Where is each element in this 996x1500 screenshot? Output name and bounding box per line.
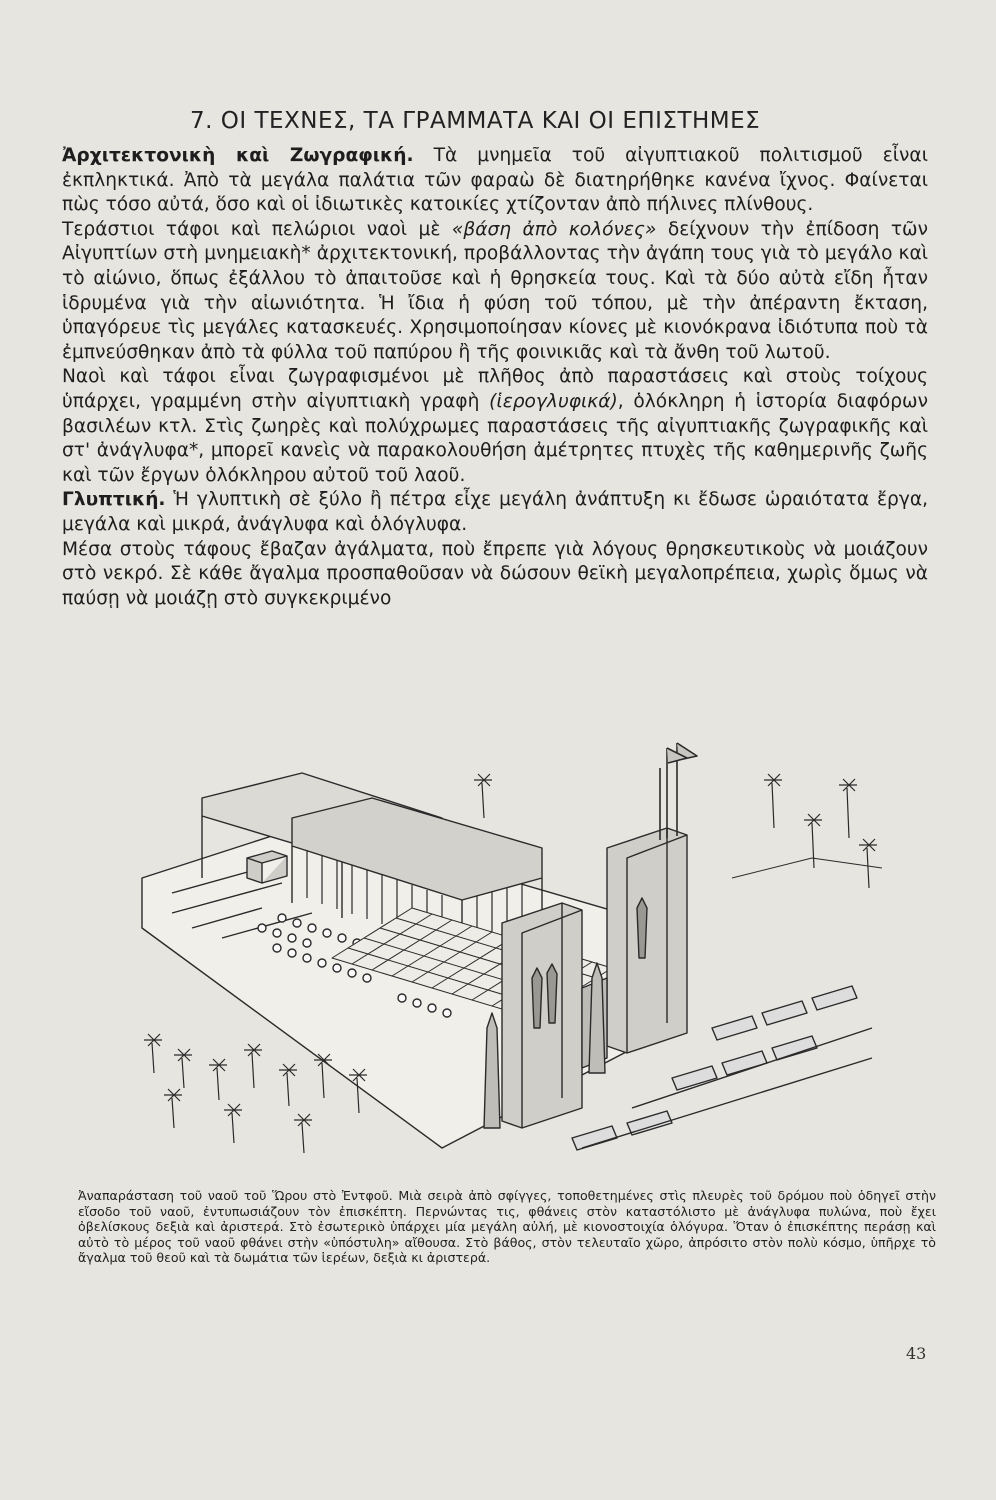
architecture-text-3-italic: (ἱερογλυφικά) [489, 390, 618, 412]
pylon-right [607, 828, 687, 1053]
sculpture-paragraph-1 [62, 488, 928, 537]
architecture-text-1: Τὰ μνημεῖα τοῦ αἰγυπτιακοῦ πολιτισμοῦ εἶναι ἐκπληκτικά. Ἀπὸ τὰ μεγάλα παλάτια τῶν φαραὼ δὲ διατηρήθηκε κανένα ἴχνος. Φαίνεται πὼς τόσο αὐτά, ὅσο καὶ οἱ ἰδιωτικὲς κατοικίες χτίζονταν ἀπὸ πήλινες πλίνθους. [62, 145, 928, 216]
chapter-heading: 7. ΟΙ ΤΕΧΝΕΣ, ΤΑ ΓΡΑΜΜΑΤΑ ΚΑΙ ΟΙ ΕΠΙΣΤΗΜΕΣ [190, 108, 761, 134]
architecture-paragraph-3 [62, 365, 928, 488]
main-text [62, 144, 928, 611]
section-title-architecture: Ἀρχιτεκτονικὴ καὶ Ζωγραφική. [62, 145, 414, 166]
pylon-left [502, 903, 582, 1128]
page-number: 43 [906, 1344, 927, 1363]
obelisk-left [484, 1013, 500, 1128]
architecture-text-2a: Τεράστιοι τάφοι καὶ πελώριοι ναοὶ μὲ [62, 218, 441, 240]
architecture-text-3a: Ναοὶ καὶ τάφοι εἶναι ζωγραφισμένοι μὲ πλῆθος ἀπὸ παραστάσεις καὶ στοὺς τοίχους ὑπάρχει, γραμμένη στὴν αἰγυπτιακὴ γραφὴ [62, 366, 928, 412]
architecture-text-2-italic: «βάση ἀπὸ κολόνες» [451, 218, 657, 240]
architecture-text-2b: δείχνουν τὴν ἐπίδοση τῶν Αἰγυπτίων στὴ μνημειακὴ* ἀρχιτεκτονική, προβάλλοντας τὴν ἀγάπη τους γιὰ τὸ μεγάλο καὶ τὸ αἰώνιο, ὅπως ἐξάλλου τὸ ἀπαιτοῦσε καὶ ἡ θρησκεία τους. Καὶ τὰ δύο αὐτὰ εἴδη ἦταν ἱδρυμένα γιὰ τὴν αἰωνιότητα. Ἡ ἴδια ἡ φύση τοῦ τόπου, μὲ τὴν ἀπέραντη ἔκταση, ὑπαγόρευε τὶς μεγάλες κατασκευές. Χρησιμοποίησαν κίονες μὲ κιονόκρανα ἰδιότυπα ποὺ τὰ ἐμπνεύσθηκαν ἀπὸ τὰ φύλλα τοῦ παπύρου ἢ τῆς φοινικιᾶς καὶ τὰ ἄνθη τοῦ λωτοῦ. [62, 218, 928, 363]
distant-hills [732, 858, 882, 878]
architecture-paragraph-1 [62, 144, 928, 218]
sculpture-text-2: Μέσα στοὺς τάφους ἔβαζαν ἀγάλματα, ποὺ ἔπρεπε γιὰ λόγους θρησκευτικοὺς νὰ μοιάζουν στὸ νεκρό. Σὲ κάθε ἄγαλμα προσπαθοῦσαν νὰ δώσουν θεϊκὴ μεγαλοπρέπεια, χωρὶς ὅμως νὰ παύσῃ νὰ μοιάζῃ στὸ συγκεκριμένο [62, 538, 928, 609]
temple-illustration [112, 728, 892, 1168]
architecture-paragraph-2 [62, 218, 928, 366]
sculpture-paragraph-2 [62, 538, 928, 612]
section-title-sculpture: Γλυπτική. [62, 489, 166, 511]
illustration-caption [78, 1188, 936, 1266]
flag-poles [660, 743, 697, 840]
obelisk-right [589, 963, 605, 1073]
caption-text: Ἀναπαράσταση τοῦ ναοῦ τοῦ Ὥρου στὸ Ἐντφοῦ. Μιὰ σειρὰ ἀπὸ σφίγγες, τοποθετημένες στὶς πλευρὲς τοῦ δρόμου ποὺ ὁδηγεῖ στὴν εἴσοδο τοῦ ναοῦ, ἐντυπωσιάζουν τὸν ἐπισκέπτη. Περνώντας τις, φθάνεις στὸν καταστόλιστο μὲ ἀνάγλυφα πυλώνα, ποὺ ἔχει ὀβελίσκους δεξιὰ καὶ ἀριστερά. Στὸ ἐσωτερικὸ ὑπάρχει μία μεγάλη αὐλή, μὲ κιονοστοιχία ὁλόγυρα. Ὅταν ὁ ἐπισκέπτης περάσῃ καὶ αὐτὸ τὸ μέρος τοῦ ναοῦ φθάνει στὴν «ὑπόστυλη» αἴθουσα. Στὸ βάθος, στὸν τελευταῖο χῶρο, ἀπρόσιτο στὸν πολὺ κόσμο, ὑπῆρχε τὸ ἄγαλμα τοῦ θεοῦ καὶ τὰ δωμάτια τῶν ἱερέων, δεξιὰ κι ἀριστερά. [78, 1188, 936, 1266]
architecture-text-3b: , ὁλόκληρη ἡ ἱστορία διαφόρων βασιλέων κτλ. Στὶς ζωηρὲς καὶ πολύχρωμες παραστάσεις τῆς αἰγυπτιακῆς ζωγραφικῆς καὶ στ' ἀνάγλυφα*, μπορεῖ κανεὶς νὰ παρακολουθήση ἀμέτρητες πτυχὲς τῆς καθημερινῆς ζωῆς καὶ τῶν ἔργων ὁλόκληρου αὐτοῦ τοῦ λαοῦ. [62, 390, 928, 486]
sculpture-text-1: Ἡ γλυπτικὴ σὲ ξύλο ἢ πέτρα εἶχε μεγάλη ἀνάπτυξη κι ἔδωσε ὡραιότατα ἔργα, μεγάλα καὶ μικρά, ἀνάγλυφα καὶ ὁλόγλυφα. [62, 489, 928, 535]
